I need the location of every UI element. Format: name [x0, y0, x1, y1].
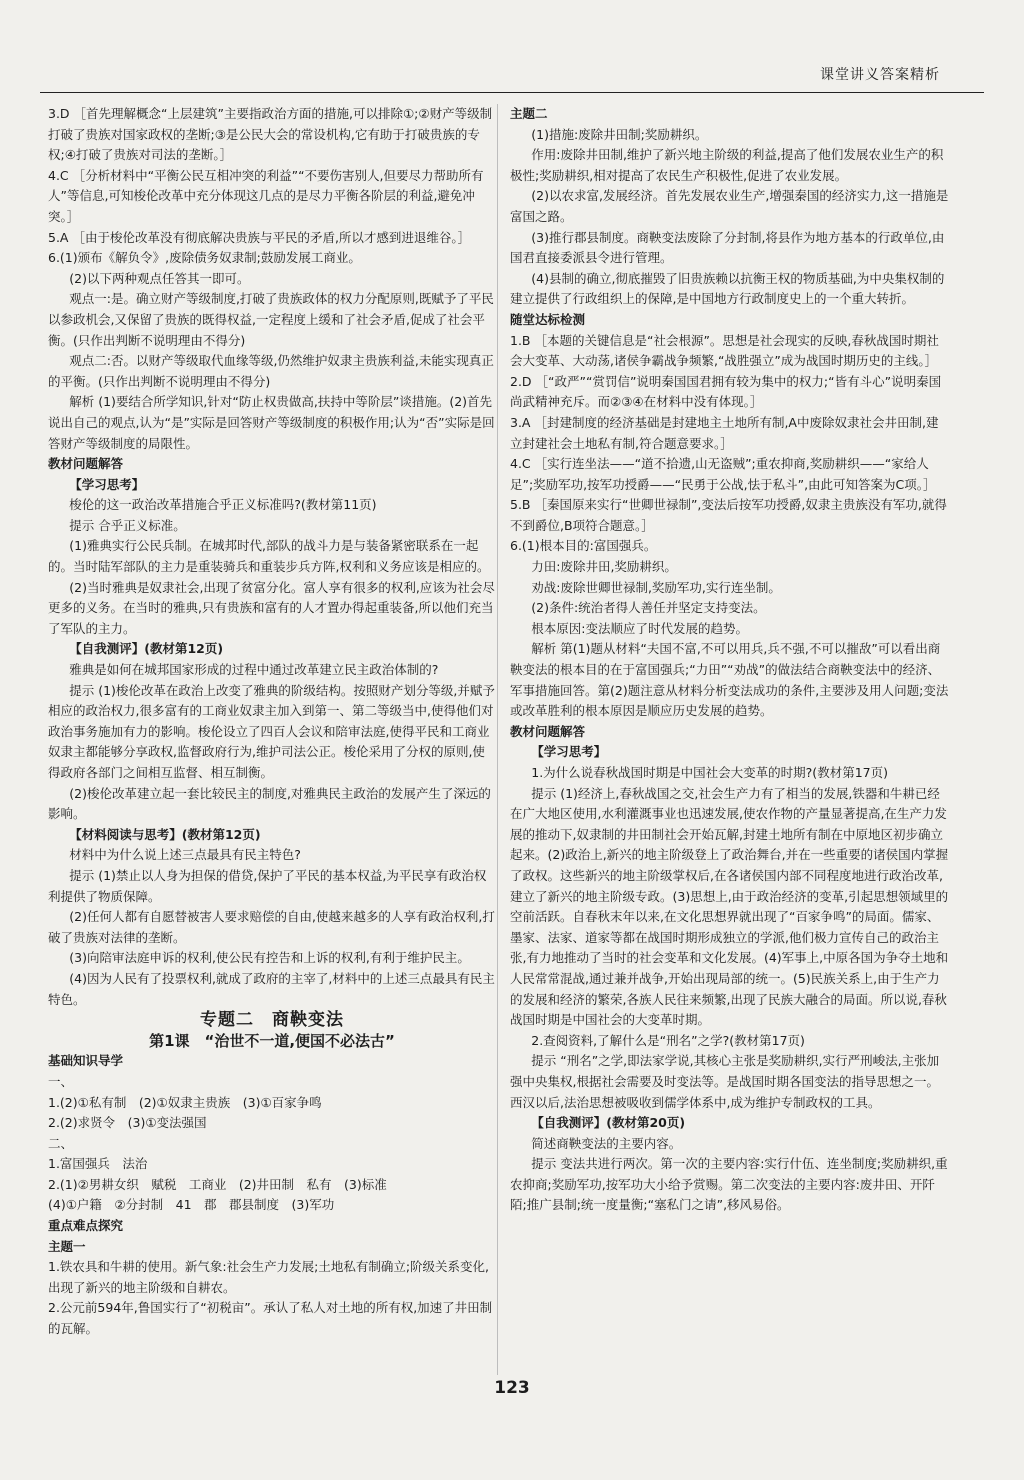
answer-paragraph: 一、	[48, 1073, 74, 1089]
answer-paragraph: 2.(1)②男耕女织 赋税 工商业 (2)井田制 私有 (3)标准	[48, 1176, 387, 1192]
right-column	[510, 104, 950, 1216]
answer-paragraph: 1.富国强兵 法治	[48, 1156, 148, 1172]
answer-paragraph: 劝战:废除世卿世禄制,奖励军功,实行连坐制。	[531, 579, 781, 595]
lesson-title: 第1课 “治世不一道,便国不必法古”	[149, 1031, 395, 1050]
answer-paragraph: 5.B ［秦国原来实行“世卿世禄制”,变法后按军功授爵,奴隶主贵族没有军功,就得不到爵位,B项符合题意。］	[510, 497, 947, 533]
answer-paragraph: 4.C ［实行连坐法——“道不拾遗,山无盗贼”;重农抑商,奖励耕织——“家给人足”;奖励军功,按军功授爵——“民勇于公战,怯于私斗”,由此可知答案为C项。］	[510, 456, 936, 492]
answer-paragraph: (1)雅典实行公民兵制。在城邦时代,部队的战斗力是与装备紧密联系在一起的。当时陆军部队的主力是重装骑兵和重装步兵方阵,权利和义务应该是相应的。	[48, 538, 490, 575]
page-number: 123	[494, 1378, 530, 1398]
answer-paragraph: 观点一:是。确立财产等级制度,打破了贵族政体的权力分配原则,既赋予了平民以参政机会,又保留了贵族的既得权益,一定程度上缓和了社会矛盾,促成了社会平衡。(只作出判断不说明理由不得分)	[48, 291, 494, 348]
section-heading: 主题二	[510, 106, 548, 121]
answer-paragraph: 5.A ［由于梭伦改革没有彻底解决贵族与平民的矛盾,所以才感到进退维谷。］	[48, 229, 471, 245]
section-heading: 基础知识导学	[48, 1053, 124, 1069]
answer-paragraph: 1.铁农具和牛耕的使用。新气象:社会生产力发展;土地私有制确立;阶级关系变化,出现了新兴的地主阶级和自耕农。	[48, 1259, 490, 1295]
answer-paragraph: 提示 变法共进行两次。第一次的主要内容:实行什伍、连坐制度;奖励耕织,重农抑商;奖励军功,按军功大小给予赏赐。第二次变法的主要内容:废井田、开阡陌;推广县制;统一度量衡;“塞私门之请”,移风易俗。	[510, 1156, 948, 1213]
answer-paragraph: 雅典是如何在城邦国家形成的过程中通过改革建立民主政治体制的?	[69, 662, 439, 678]
answer-paragraph: (2)条件:统治者得人善任并坚定支持变法。	[531, 600, 766, 616]
answer-paragraph: 提示 (1)禁止以人身为担保的借贷,保护了平民的基本权益,为平民享有政治权利提供了物质保障。	[48, 867, 487, 904]
answer-paragraph: 解析 (1)要结合所学知识,针对“防止权贵做高,扶持中等阶层”谈措施。(2)首先说出自己的观点,认为“是”实际是回答财产等级制度的积极作用;认为“否”实际是回答财产等级制度的局限性。	[48, 394, 495, 451]
answer-paragraph: (2)以下两种观点任答其一即可。	[69, 270, 250, 286]
chapter-title: 专题二 商鞅变法	[200, 1010, 344, 1031]
answer-paragraph: (2)以农求富,发展经济。首先发展农业生产,增强秦国的经济实力,这一措施是富国之路。	[510, 188, 949, 224]
answer-paragraph: 6.(1)根本目的:富国强兵。	[510, 538, 657, 554]
subsection-tag: 【自我测评】(教材第12页)	[69, 641, 224, 657]
answer-paragraph: 6.(1)颁布《解负令》,废除债务奴隶制;鼓励发展工商业。	[48, 250, 361, 266]
answer-paragraph: 3.D ［首先理解概念“上层建筑”主要指政治方面的措施,可以排除①;②财产等级制打破了贵族对国家政权的垄断;③是公民大会的常设机构,它有助于打破贵族的专权;④打破了贵族对司法的垄断。］	[48, 106, 493, 163]
answer-paragraph: 2.(2)求贤令 (3)①变法强国	[48, 1115, 207, 1131]
answer-paragraph: (3)向陪审法庭申诉的权利,使公民有控告和上诉的权利,有利于维护民主。	[69, 950, 470, 966]
answer-paragraph: 1.B ［本题的关键信息是“社会根源”。思想是社会现实的反映,春秋战国时期社会大变革、大动荡,诸侯争霸战争频繁,“战胜强立”成为战国时期历史的主线。］	[510, 332, 939, 369]
answer-paragraph: 1.为什么说春秋战国时期是中国社会大变革的时期?(教材第17页)	[531, 765, 888, 780]
answer-paragraph: 4.C ［分析材料中“平衡公民互相冲突的利益”“不要伤害别人,但要尽力帮助所有人”等信息,可知梭伦改革中充分体现这几点的是尽力平衡各阶层的利益,避免冲突。］	[48, 167, 484, 224]
subsection-tag: 【学习思考】	[69, 476, 145, 492]
answer-paragraph: (3)推行郡县制度。商鞅变法废除了分封制,将县作为地方基本的行政单位,由国君直接委派县令进行管理。	[510, 229, 945, 266]
section-heading: 教材问题解答	[510, 723, 586, 739]
page-header: 课堂讲义答案精析	[820, 67, 940, 83]
answer-paragraph: 作用:废除井田制,维护了新兴地主阶级的利益,提高了他们发展农业生产的积极性;奖励耕织,相对提高了农民生产积极性,促进了农业发展。	[510, 147, 944, 183]
answer-paragraph: (4)因为人民有了投票权利,就成了政府的主宰了,材料中的上述三点最具有民主特色。	[48, 970, 495, 1007]
header-rule	[40, 92, 984, 93]
section-heading: 教材问题解答	[48, 456, 124, 472]
answer-paragraph: 根本原因:变法顺应了时代发展的趋势。	[531, 620, 748, 636]
answer-paragraph: 提示 合乎正义标准。	[69, 517, 186, 533]
answer-paragraph: 提示 (1)经济上,春秋战国之交,社会生产力有了相当的发展,铁器和牛耕已经在广大地区使用,水利灌溉事业也迅速发展,使农作物的产量显著提高,在生产力发展的推动下,奴隶制的井田制社会开始瓦解,封建土地所有制在中原地区初步确立起来。(2)政治上,新兴的地主阶级登上了政治舞台,并在一些重要的诸侯国内掌握了政权。这些新兴的地主阶级掌权后,在各诸侯国内部不同程度地进行政治改革,建立了新兴的地主阶级专政。(3)思想上,由于政治经济的变革,引起思想领域里的空前活跃。自春秋末年以来,在文化思想界就出现了“百家争鸣”的局面。儒家、墨家、法家、道家等都在战国时期形成独立的学派,他们极力宣传自己的政治主张,有力地推动了当时的社会变革和文化发展。(4)军事上,中原各国为争夺土地和人民常常混战,通过兼并战争,开始出现局部的统一。(5)民族关系上,由于生产力的发展和经济的繁荣,各族人民往来频繁,出现了民族大融合的局面。所以说,春秋战国时期是中国社会的大变革时期。	[510, 785, 949, 1028]
answer-paragraph: 观点二:否。以财产等级取代血缘等级,仍然维护奴隶主贵族利益,未能实现真正的平衡。(只作出判断不说明理由不得分)	[48, 353, 494, 389]
subsection-tag: 【自我测评】(教材第20页)	[531, 1115, 686, 1131]
answer-paragraph: 提示 (1)梭伦改革在政治上改变了雅典的阶级结构。按照财产划分等级,并赋予相应的政治权力,很多富有的工商业奴隶主加入到第一、第二等级当中,使得他们对政治事务施加有力的影响。梭伦设立了四百人会议和陪审法庭,使得平民和工商业奴隶主都能够分享政权,监督政府行为,维护司法公正。梭伦采用了分权的原则,使得政府各部门之间相互监督、相互制衡。	[48, 682, 495, 780]
answer-paragraph: (2)梭伦改革建立起一套比较民主的制度,对雅典民主政治的发展产生了深远的影响。	[48, 785, 491, 822]
subsection-tag: 【材料阅读与思考】(教材第12页)	[69, 826, 261, 842]
answer-paragraph: (4)①户籍 ②分封制 41 郡 郡县制度 (3)军功	[48, 1197, 335, 1213]
section-heading: 重点难点探究	[48, 1218, 124, 1234]
answer-paragraph: 1.(2)①私有制 (2)①奴隶主贵族 (3)①百家争鸣	[48, 1094, 322, 1110]
answer-paragraph: 3.A ［封建制度的经济基础是封建地主土地所有制,A中废除奴隶社会井田制,建立封建社会土地私有制,符合题意要求。］	[510, 414, 939, 451]
answer-paragraph: 梭伦的这一政治改革措施合乎正义标准吗?(教材第11页)	[69, 497, 377, 513]
answer-paragraph: 提示 “刑名”之学,即法家学说,其核心主张是奖励耕织,实行严刑峻法,主张加强中央集权,根据社会需要及时变法等。是战国时期各国变法的指导思想之一。西汉以后,法治思想被吸收到儒学体系中,成为维护专制政权的工具。	[510, 1053, 940, 1110]
answer-paragraph: 二、	[48, 1135, 74, 1151]
answer-paragraph: 2.公元前594年,鲁国实行了“初税亩”。承认了私人对土地的所有权,加速了井田制的瓦解。	[48, 1300, 493, 1337]
section-heading: 随堂达标检测	[510, 311, 586, 327]
answer-paragraph: 2.查阅资料,了解什么是“刑名”之学?(教材第17页)	[531, 1032, 805, 1048]
answer-paragraph: 简述商鞅变法的主要内容。	[531, 1135, 682, 1151]
column-divider	[497, 104, 498, 1375]
answer-paragraph: (1)措施:废除井田制;奖励耕织。	[531, 126, 708, 142]
left-column	[48, 104, 496, 1340]
answer-paragraph: 解析 第(1)题从材料“夫国不富,不可以用兵,兵不强,不可以摧敌”可以看出商鞅变法的根本目的在于富国强兵;“力田”“劝战”的做法结合商鞅变法中的经济、军事措施回答。第(2)题注意从材料分析变法成功的条件,主要涉及用人问题;变法或改革胜利的根本原因是顺应历史发展的趋势。	[510, 641, 949, 719]
answer-paragraph: 力田:废除井田,奖励耕织。	[531, 559, 677, 575]
subsection-tag: 【学习思考】	[531, 744, 607, 760]
answer-paragraph: 2.D ［“政严”“赏罚信”说明秦国国君拥有较为集中的权力;“皆有斗心”说明秦国尚武精神充斥。而②③④在材料中没有体现。］	[510, 373, 942, 410]
answer-paragraph: (4)县制的确立,彻底摧毁了旧贵族赖以抗衡王权的物质基础,为中央集权制的建立提供了行政组织上的保障,是中国地方行政制度史上的一个重大转折。	[510, 270, 945, 307]
section-heading: 主题一	[48, 1238, 86, 1254]
answer-paragraph: (2)任何人都有自愿替被害人要求赔偿的自由,使越来越多的人享有政治权利,打破了贵族对法律的垄断。	[48, 909, 495, 945]
answer-paragraph: (2)当时雅典是奴隶社会,出现了贫富分化。富人享有很多的权利,应该为社会尽更多的义务。在当时的雅典,只有贵族和富有的人才置办得起重装备,所以他们充当了军队的主力。	[48, 579, 495, 636]
answer-paragraph: 材料中为什么说上述三点最具有民主特色?	[69, 847, 301, 863]
